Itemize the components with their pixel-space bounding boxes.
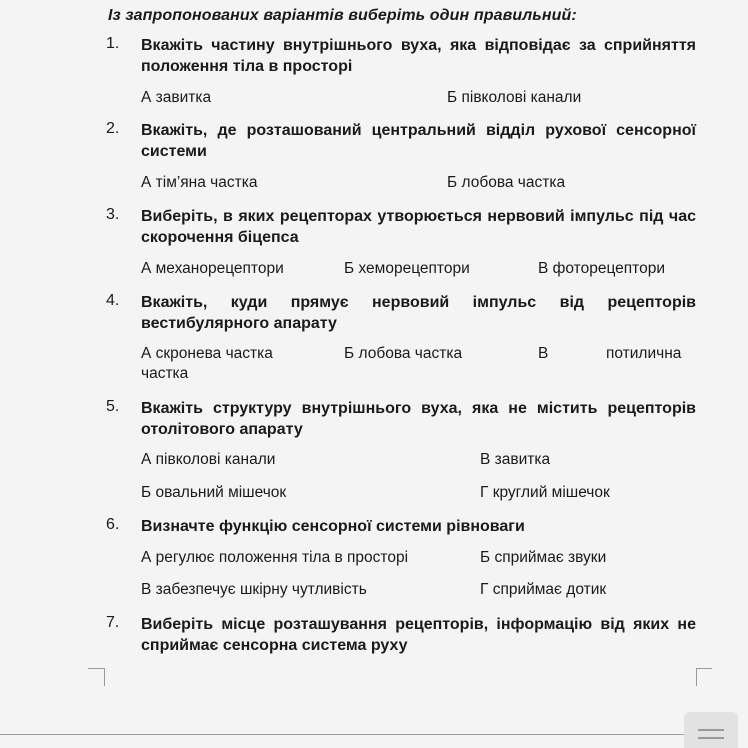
- page-corner-mark-left: [104, 668, 105, 686]
- option-a: А скронева частка: [141, 345, 273, 362]
- question-number: 4.: [106, 292, 120, 309]
- option-g: Г круглий мішечок: [480, 484, 610, 501]
- question-text: Вкажіть частину внутрішнього вуха, яка відповідає за сприйняття положення тіла в просторі: [141, 37, 696, 75]
- question-number: 5.: [106, 398, 120, 415]
- option-c-text-continued: частка: [141, 365, 189, 382]
- question-number: 6.: [106, 516, 120, 533]
- menu-icon: [698, 737, 724, 739]
- question-text: Вкажіть структуру внутрішнього вуха, яка не містить рецепторів отолітового апарату: [141, 400, 696, 438]
- option-b: Б хеморецептори: [344, 260, 470, 277]
- hamburger-menu-button[interactable]: [684, 712, 738, 748]
- option-c: В: [538, 345, 549, 362]
- option-b: Б овальний мішечок: [141, 484, 287, 501]
- question-text: Вкажіть, куди прямує нервовий імпульс від рецепторів вестибулярного апарату: [141, 294, 696, 332]
- option-c-text: потилична: [606, 345, 682, 362]
- option-g: Г сприймає дотик: [480, 581, 607, 598]
- option-c: В забезпечує шкірну чутливість: [141, 581, 367, 598]
- instructions-heading: Із запропонованих варіантів виберіть один правильний:: [108, 7, 577, 24]
- option-a: А регулює положення тіла в просторі: [141, 549, 409, 566]
- option-c: В фоторецептори: [538, 260, 666, 277]
- page-bottom-divider: [0, 734, 700, 735]
- page-corner-mark-right: [696, 668, 697, 686]
- question-number: 1.: [106, 35, 120, 52]
- menu-icon: [698, 729, 724, 731]
- option-a: А завитка: [141, 89, 212, 106]
- option-b: Б півколові канали: [447, 89, 582, 106]
- question-number: 7.: [106, 614, 120, 631]
- question-text: Визначте функцію сенсорної системи рівноваги: [141, 518, 525, 535]
- page-corner-mark-left: [88, 668, 104, 669]
- option-c: В завитка: [480, 451, 551, 468]
- option-b: Б лобова частка: [344, 345, 463, 362]
- option-b: Б сприймає звуки: [480, 549, 607, 566]
- question-number: 2.: [106, 120, 120, 137]
- question-text: Виберіть місце розташування рецепторів, інформацію від яких не сприймає сенсорна система руху: [141, 616, 696, 654]
- page-corner-mark-right: [696, 668, 712, 669]
- question-text: Виберіть, в яких рецепторах утворюється нервовий імпульс під час скорочення біцепса: [141, 208, 696, 246]
- option-a: А тім’яна частка: [141, 174, 258, 191]
- option-a: А механорецептори: [141, 260, 284, 277]
- question-text: Вкажіть, де розташований центральний відділ рухової сенсорної системи: [141, 122, 696, 160]
- option-b: Б лобова частка: [447, 174, 566, 191]
- question-number: 3.: [106, 206, 120, 223]
- option-a: А півколові канали: [141, 451, 276, 468]
